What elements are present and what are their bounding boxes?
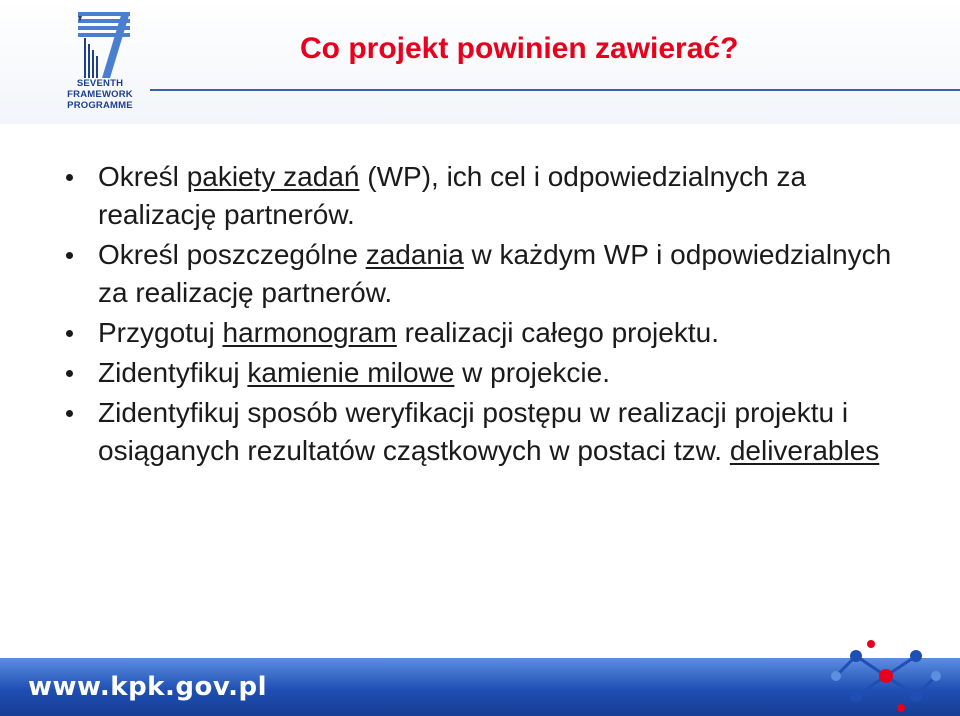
bullet-text: Określ poszczególne [98, 239, 366, 270]
bullet-term: kamienie milowe [247, 357, 455, 388]
bullet-term: harmonogram [222, 317, 397, 348]
bullet-term: zadania [365, 239, 464, 270]
bullet-text: Zidentyfikuj [98, 357, 248, 388]
bullet-item [60, 314, 920, 352]
bullet-term: pakiety zadań [186, 161, 360, 192]
fp7-caption [44, 78, 156, 111]
bullet-item [60, 394, 920, 470]
kpk-logo-icon [826, 636, 946, 716]
bullet-list [60, 158, 920, 472]
bullet-item [60, 354, 920, 392]
bullet-item [60, 236, 920, 312]
bullet-text: Zidentyfikuj sposób weryfikacji postępu w realizacji projektu i osiąganych rezultatów cząstkowych w postaci tzw. [98, 397, 849, 466]
bullet-item [60, 158, 920, 234]
bullet-text: w projekcie. [454, 357, 610, 388]
page-title: Co projekt powinien zawierać? [300, 32, 739, 65]
header-rule [150, 89, 960, 91]
footer-url[interactable]: www.kpk.gov.pl [28, 672, 268, 702]
fp7-caption-line2: PROGRAMME [67, 100, 133, 111]
bullet-text: realizacji całego projektu. [396, 317, 719, 348]
bullet-text: (WP), ich cel i odpowiedzialnych za realizację partnerów. [98, 161, 807, 230]
fp7-caption-line1: SEVENTH FRAMEWORK [67, 78, 133, 100]
bullet-term: deliverables [729, 435, 880, 466]
footer-band [0, 658, 960, 716]
bullet-text: w każdym WP i odpowiedzialnych za realizację partnerów. [98, 239, 892, 308]
bullet-text: Określ [98, 161, 187, 192]
bullet-text: Przygotuj [98, 317, 223, 348]
